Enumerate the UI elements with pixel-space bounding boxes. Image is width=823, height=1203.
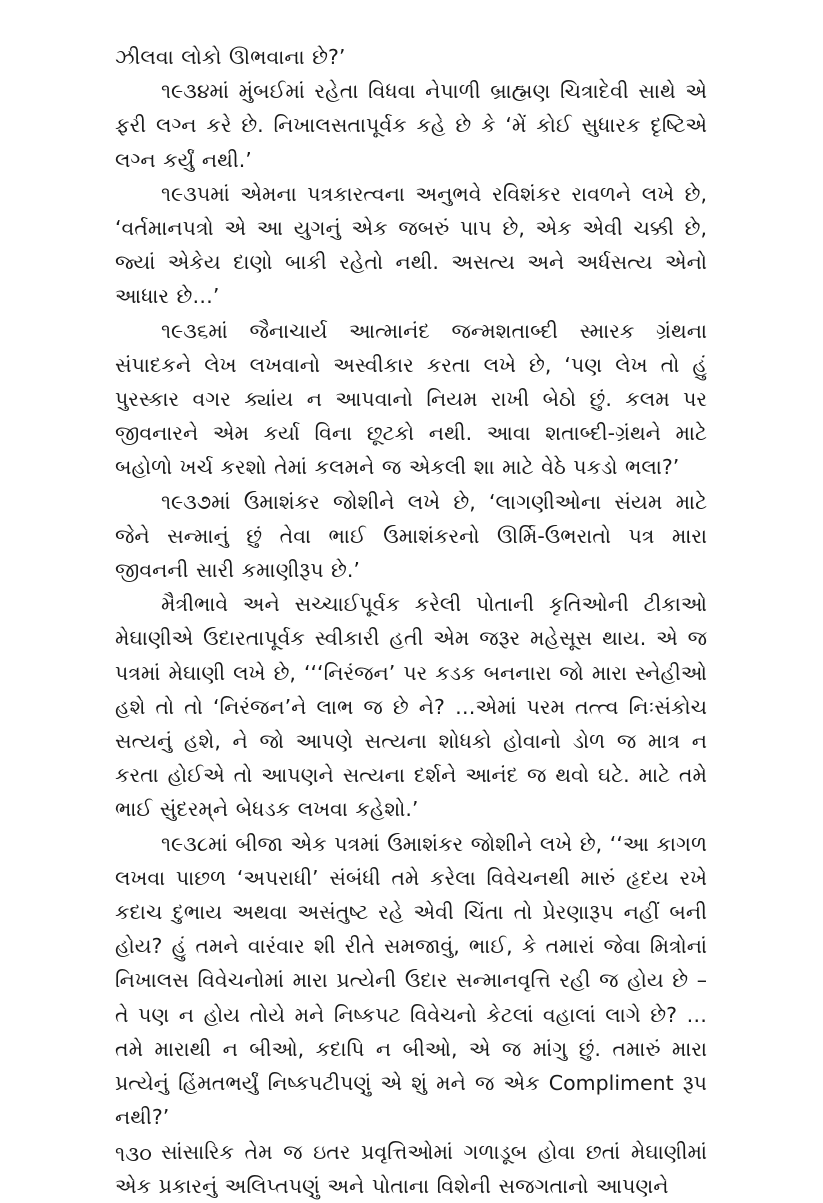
page-number: ૧૩૦ (115, 1142, 152, 1166)
page-body (115, 40, 707, 1203)
paragraph-1936: ૧૯૩૬માં જૈનાચાર્ય આત્માનંદ જન્મશતાબ્દી સ્મારક ગ્રંથના સંપાદકને લેખ લખવાનો અસ્વીકાર કરતા લખે છે, ‘પણ લેખ તો હું પુરસ્કાર વગર ક્યાંય ન આપવાનો નિયમ રાખી બેઠો છું. કલમ પર જીવનારને એમ કર્યા વિના છૂટકો નથી. આવા શતાબ્દી-ગ્રંથને માટે બહોળો ખર્ચ કરશો તેમાં કલમને જ એકલી શા માટે વેઠે પકડો ભલા?’ (115, 318, 707, 480)
paragraph-1938: ૧૯૩૮માં બીજા એક પત્રમાં ઉમાશંકર જોશીને લખે છે, ‘‘આ કાગળ લખવા પાછળ ‘અપરાધી’ સંબંધી તમે કરેલા વિવેચનથી મારું હૃદય રખે કદાચ દુભાય અથવા અસંતુષ્ટ રહે એવી ચિંતા તો પ્રેરણારૂપ નહીં બની હોય? હું તમને વારંવાર શી રીતે સમજાવું, ભાઈ, કે તમારાં જેવા મિત્રોનાં નિખાલસ વિવેચનોમાં મારા પ્રત્યેની ઉદાર સન્માનવૃત્તિ રહી જ હોય છે – તે પણ ન હોય તોયે મને નિષ્કપટ વિવેચનો કેટલાં વહાલાં લાગે છે? …તમે મારાથી ન બીઓ, કદાપિ ન બીઓ, એ જ માંગુ છું. તમારું મારા પ્રત્યેનું હિંમતભર્યું નિષ્કપટીપણું એ શું મને જ એક Compliment રૂપ નથી?’ (115, 831, 707, 1130)
paragraph-1935: ૧૯૩૫માં એમના પત્રકારત્વના અનુભવે રવિશંકર રાવળને લખે છે, ‘વર્તમાનપત્રો એ આ યુગનું એક જબરું પાપ છે, એક એવી ચક્કી છે, જ્યાં એકેય દાણો બાકી રહેતો નથી. અસત્ય અને અર્ધસત્ય એનો આધાર છે…’ (115, 181, 707, 309)
paragraph-1934: ૧૯૩૪માં મુંબઈમાં રહેતા વિધવા નેપાળી બ્રાહ્મણ ચિત્રાદેવી સાથે એ ફરી લગ્ન કરે છે. નિખાલસતાપૂર્વક કહે છે કે ‘મેં કોઈ સુધારક દૃષ્ટિએ લગ્ન કર્યું નથી.’ (115, 79, 707, 172)
paragraph-continuation: ઝીલવા લોકો ઊભવાના છે?’ (115, 45, 346, 69)
paragraph-maitribhave: મૈત્રીભાવે અને સચ્ચાઈપૂર્વક કરેલી પોતાની કૃતિઓની ટીકાઓ મેઘાણીએ ઉદારતાપૂર્વક સ્વીકારી હતી એમ જરૂર મહેસૂસ થાય. એ જ પત્રમાં મેઘાણી લખે છે, ‘‘‘નિરંજન’ પર કડક બનનારા જો મારા સ્નેહીઓ હશે તો તો ‘નિરંજન’ને લાભ જ છે ને? …એમાં પરમ તત્ત્વ નિઃસંકોચ સત્યનું હશે, ને જો આપણે સત્યના શોધકો હોવાનો ડોળ જ માત્ર ન કરતા હોઈએ તો આપણને સત્યના દર્શને આનંદ જ થવો ઘટે. માટે તમે ભાઈ સુંદરમ્‌ને બેધડક લખવા કહેશો.’ (115, 592, 707, 822)
paragraph-1937: ૧૯૩૭માં ઉમાશંકર જોશીને લખે છે, ‘લાગણીઓના સંયમ માટે જેને સન્માનું છું તેવા ભાઈ ઉમાશંકરનો ઊર્મિ-ઉભરાતો પત્ર મારા જીવનની સારી કમાણીરૂપ છે.’ (115, 489, 707, 583)
paragraph-sansarik: સાંસારિક તેમ જ ઇતર પ્રવૃત્તિઓમાં ગળાડૂબ હોવા છતાં મેઘાણીમાં એક પ્રકારનું અલિપ્તપણું અને પોતાના વિશેની સજગતાનો આપણને (115, 1139, 707, 1198)
